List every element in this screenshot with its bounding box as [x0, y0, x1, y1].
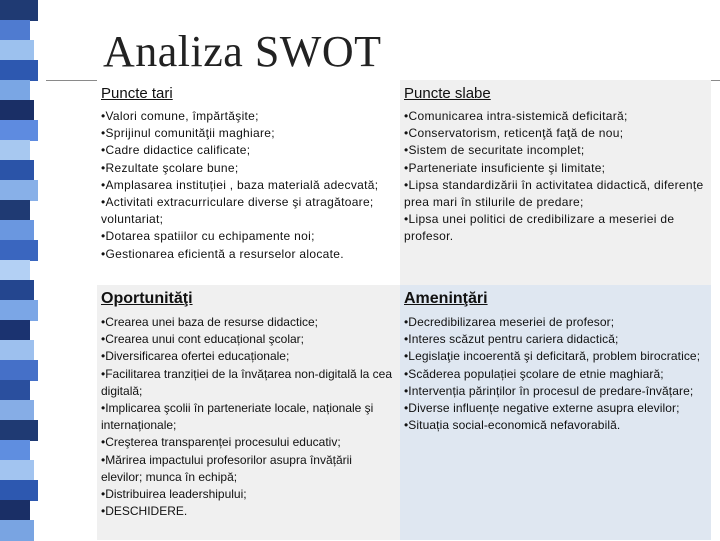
- strip-block: [0, 440, 30, 461]
- threats-list: [404, 314, 707, 434]
- strip-block: [0, 140, 30, 161]
- list-item: •Valori comune, împărtăşite;: [101, 109, 259, 123]
- strip-block: [0, 480, 38, 501]
- strip-block: [0, 160, 34, 181]
- list-item: •Facilitarea tranziției de la învățarea non-digitală la cea digitală;: [101, 366, 393, 398]
- list-item: •Sprijinul comunităţii maghiare;: [101, 126, 275, 141]
- list-item: •DESCHIDERE.: [101, 504, 188, 519]
- list-item: •Cadre didactice calificate;: [101, 143, 251, 158]
- list-item: •Sistem de securitate incomplet;: [404, 143, 585, 158]
- strengths-list: [101, 108, 396, 263]
- strip-block: [0, 520, 34, 541]
- list-item: •Creşterea transparenței procesului educativ;: [101, 435, 341, 450]
- strip-block: [0, 60, 38, 81]
- threats-panel: [400, 285, 711, 540]
- strip-block: [0, 100, 34, 121]
- strip-block: [0, 240, 38, 261]
- weaknesses-list: [404, 108, 707, 246]
- swot-grid: [97, 80, 711, 540]
- list-item: •Gestionarea eficientă a resurselor alocate.: [101, 246, 344, 261]
- opportunities-heading: Oportunităţi: [101, 290, 193, 307]
- strip-block: [0, 320, 30, 341]
- strengths-heading: Puncte tari: [101, 85, 173, 102]
- strip-block: [0, 220, 34, 241]
- strip-block: [0, 0, 38, 21]
- list-item: •Conservatorism, reticenţă faţă de nou;: [404, 126, 624, 141]
- opportunities-list: [101, 314, 396, 520]
- list-item: •Lipsa unei politici de credibilizare a meseriei de profesor.: [404, 212, 675, 244]
- strip-block: [0, 400, 34, 421]
- weaknesses-panel: [400, 80, 711, 285]
- strip-block: [0, 120, 38, 141]
- opportunities-panel: [97, 285, 400, 540]
- slide-title: Analiza SWOT: [103, 27, 382, 76]
- list-item: •Parteneriate insuficiente şi limitate;: [404, 160, 606, 175]
- list-item: •Distribuirea leadershipului;: [101, 487, 247, 502]
- list-item: •Lipsa standardizării în activitatea didactică, diferențe prea mari în stilurile de predare;: [404, 177, 704, 210]
- strip-block: [0, 340, 34, 361]
- strip-block: [0, 80, 30, 101]
- strip-block: [0, 180, 38, 201]
- list-item: •Implicarea şcolii în parteneriate locale, naționale şi internaționale;: [101, 401, 374, 433]
- strip-block: [0, 260, 30, 281]
- list-item: •Interes scăzut pentru cariera didactică;: [404, 332, 619, 347]
- strip-block: [0, 380, 30, 401]
- strip-block: [0, 360, 38, 381]
- list-item: •Amplasarea instituției , baza materială adecvată;: [101, 177, 379, 192]
- strip-block: [0, 200, 30, 221]
- list-item: •Activitati extracurriculare diverse şi atragătoare; voluntariat;: [101, 195, 374, 227]
- list-item: •Diversificarea ofertei educaționale;: [101, 349, 290, 364]
- list-item: •Legislaţie incoerentă şi deficitară, problem birocratice;: [404, 349, 701, 364]
- list-item: •Comunicarea intra-sistemică deficitară;: [404, 109, 628, 123]
- list-item: •Intervenția părinților în procesul de predare-învățare;: [404, 383, 694, 398]
- threats-heading: Ameninţări: [404, 290, 488, 307]
- strengths-panel: [97, 80, 400, 285]
- strip-block: [0, 40, 34, 61]
- list-item: •Crearea unui cont educațional şcolar;: [101, 332, 304, 347]
- strip-block: [0, 500, 30, 521]
- decorative-color-strip: [0, 0, 38, 540]
- list-item: •Crearea unei baza de resurse didactice;: [101, 315, 318, 329]
- strip-block: [0, 460, 34, 481]
- strip-block: [0, 420, 38, 441]
- strip-block: [0, 300, 38, 321]
- list-item: •Decredibilizarea meseriei de profesor;: [404, 315, 615, 329]
- list-item: •Diverse influențe negative externe asupra elevilor;: [404, 401, 680, 416]
- list-item: •Mărirea impactului profesorilor asupra învățării elevilor; munca în echipă;: [101, 452, 352, 484]
- list-item: •Scăderea populației şcolare de etnie maghiară;: [404, 366, 664, 381]
- list-item: •Dotarea spatiilor cu echipamente noi;: [101, 229, 315, 244]
- strip-block: [0, 20, 30, 41]
- list-item: •Rezultate şcolare bune;: [101, 160, 239, 175]
- strip-block: [0, 280, 34, 301]
- weaknesses-heading: Puncte slabe: [404, 85, 491, 102]
- list-item: •Situația social-economică nefavorabilă.: [404, 418, 621, 433]
